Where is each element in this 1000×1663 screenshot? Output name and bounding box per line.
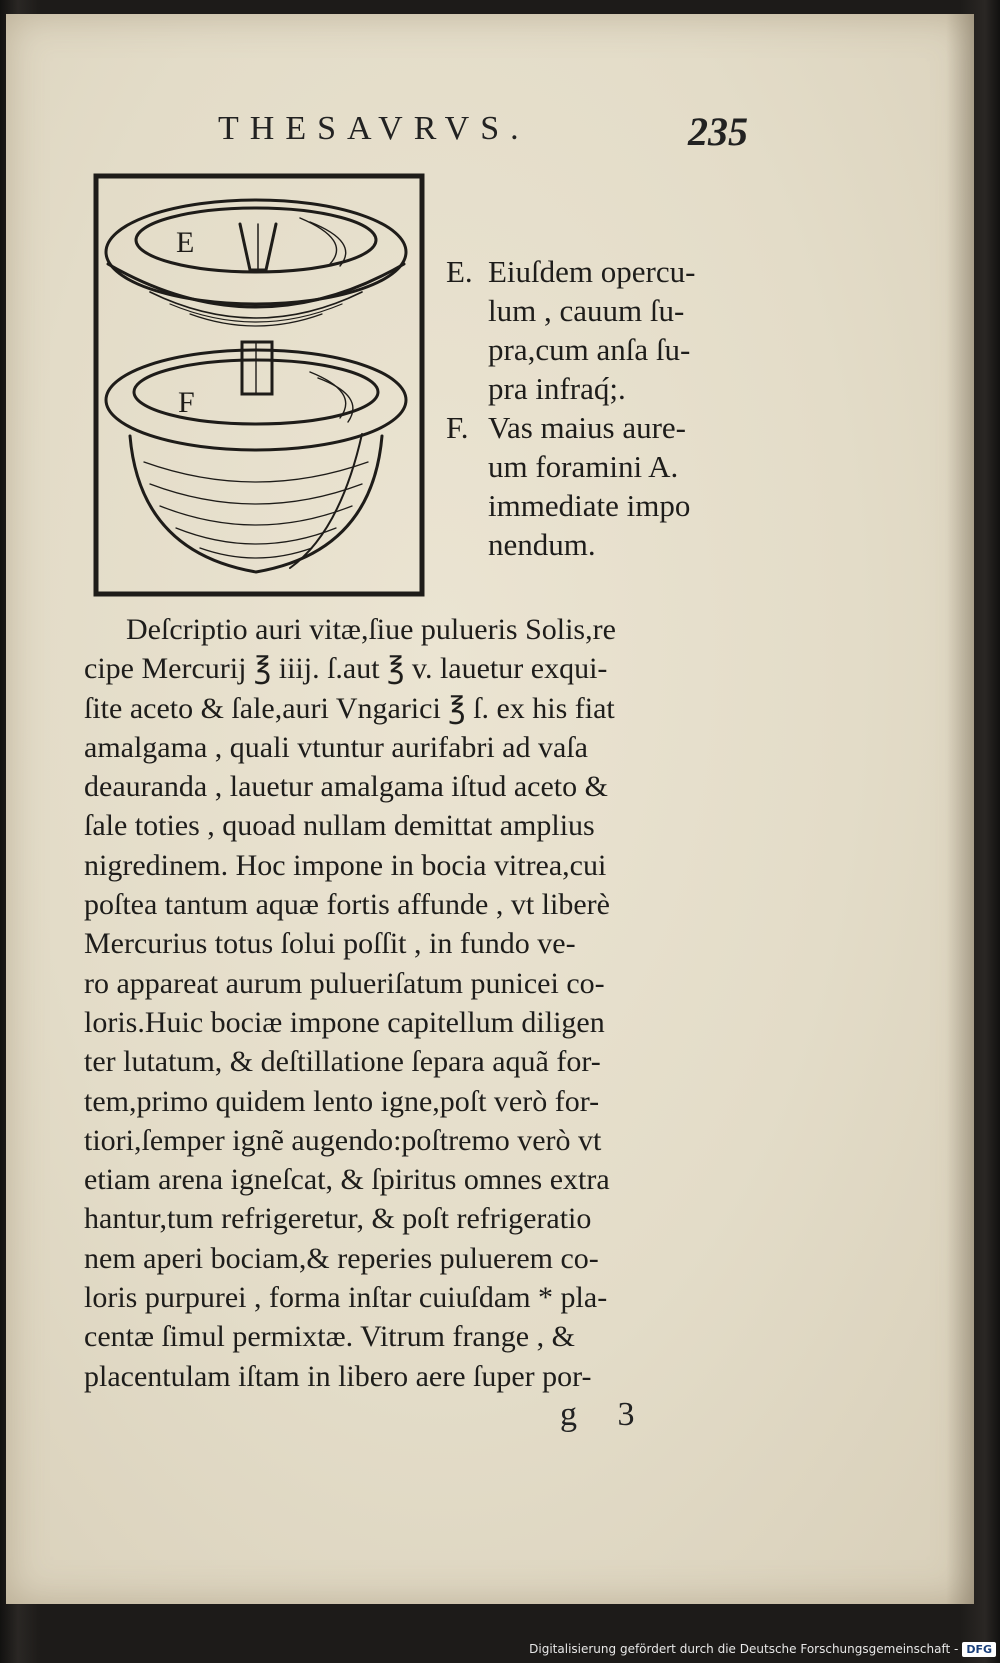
- funding-notice: Digitalisierung gefördert durch die Deutsche Forschungsgemeinschaft -: [529, 1642, 959, 1656]
- legend-entry-e: [446, 252, 746, 408]
- text-line: cipe Mercurij ℥ iiij. ſ.aut ℥ v. lauetur exqui-: [84, 652, 608, 686]
- text-line: loris purpurei , forma inſtar cuiuſdam * pla-: [84, 1281, 608, 1315]
- text-line: nem aperi bociam,& reperies puluerem co-: [84, 1241, 599, 1275]
- legend-line: Vas maius aure-: [488, 410, 686, 445]
- text-line: ter lutatum, & deſtillatione ſepara aquã for-: [84, 1045, 601, 1079]
- text-line: centæ ſimul permixtæ. Vitrum frange , &: [84, 1320, 575, 1354]
- text-line: deauranda , lauetur amalgama iſtud aceto &: [84, 770, 608, 804]
- text-line: etiam arena igneſcat, & ſpiritus omnes extra: [84, 1163, 610, 1197]
- legend-line: pra,cum anſa ſu-: [488, 332, 691, 367]
- page-number: 235: [688, 109, 748, 154]
- text-line: poſtea tantum aquæ fortis affunde , vt liberè: [84, 888, 610, 922]
- text-line: loris.Huic bociæ impone capitellum diligen: [84, 1005, 605, 1039]
- legend-line: immediate impo: [488, 488, 691, 523]
- legend-line: um foramini A.: [488, 449, 679, 484]
- text-line: tiori,ſemper ignẽ augendo:poſtremo verò vt: [84, 1123, 602, 1157]
- legend-line: Eiuſdem opercu-: [488, 254, 696, 289]
- legend-letter: E.: [446, 254, 473, 289]
- text-line: ſite aceto & ſale,auri Vngarici ℥ ſ. ex his fiat: [84, 691, 615, 725]
- legend-line: pra infraq́;.: [488, 371, 626, 406]
- text-line: ſale toties , quoad nullam demittat amplius: [84, 809, 595, 843]
- text-line: hantur,tum refrigeretur, & poſt refrigeratio: [84, 1202, 592, 1236]
- text-line: Mercurius totus ſolui poſſit , in fundo ve-: [84, 927, 576, 961]
- digitization-footer: [529, 1638, 996, 1660]
- figure-label-f: F: [178, 386, 195, 419]
- legend-line: nendum.: [488, 527, 596, 562]
- text-line: tem,primo quidem lento igne,poſt verò for-: [84, 1084, 600, 1118]
- dfg-logo[interactable]: DFG: [962, 1642, 996, 1657]
- text-line: placentulam iſtam in libero aere ſuper por-: [84, 1359, 592, 1393]
- text-line: amalgama , quali vtuntur aurifabri ad vaſa: [84, 730, 588, 764]
- legend-letter: F.: [446, 410, 469, 445]
- book-page: [6, 14, 974, 1604]
- woodcut-vessel-illustration: [90, 172, 448, 602]
- legend-line: lum , cauum ſu-: [488, 293, 685, 328]
- legend-entry-f: [446, 408, 746, 564]
- page-header: [218, 110, 748, 160]
- figure-label-e: E: [176, 226, 195, 259]
- running-title: THESAVRVS.: [218, 110, 530, 147]
- text-line: nigredinem. Hoc impone in bocia vitrea,cui: [84, 848, 607, 882]
- figure-legend: [446, 252, 746, 564]
- signature-mark: g 3: [560, 1396, 651, 1433]
- text-line: ro appareat aurum pulueriſatum punicei co-: [84, 966, 605, 1000]
- text-line: Deſcriptio auri vitæ,ſiue pulueris Solis,re: [126, 613, 616, 646]
- body-paragraph: [84, 610, 750, 1396]
